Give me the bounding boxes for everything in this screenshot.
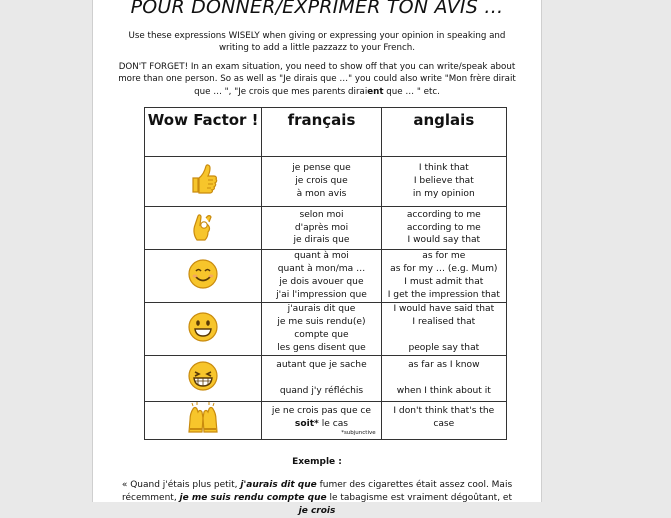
- reminder-paragraph: [113, 61, 521, 98]
- emoji-cell: [145, 356, 262, 402]
- french-expression: à mon avis: [296, 188, 347, 199]
- intro-paragraph: Use these expressions WISELY when giving or expressing your opinion in speaking and writing to add a little pazzazz to your French.: [128, 31, 506, 54]
- english-cell: [381, 303, 506, 356]
- french-cell: [262, 356, 381, 402]
- english-cell: [381, 402, 506, 440]
- raising-hands-icon: [185, 402, 221, 434]
- english-cell: [381, 207, 506, 250]
- french-cell: [262, 402, 381, 440]
- english-translation: in my opinion: [412, 188, 475, 199]
- english-translation: people say that: [408, 342, 480, 353]
- french-expression: je pense que: [292, 163, 351, 174]
- subjunctive-verb: soit*: [294, 418, 319, 429]
- blank-line: [382, 329, 506, 342]
- reminder-text-c: que … " etc.: [383, 86, 440, 97]
- example-label: Exemple :: [292, 457, 342, 467]
- beaming-face-icon: [187, 360, 219, 392]
- french-expression: quant à mon/ma …: [277, 264, 366, 275]
- table-row: [145, 402, 507, 440]
- english-translation: according to me: [406, 209, 481, 220]
- french-cell: [262, 303, 381, 356]
- french-expression-subjunctive: [262, 418, 380, 431]
- french-expression: autant que je sache: [276, 360, 367, 371]
- french-expression: j'aurais dit que: [287, 304, 356, 315]
- english-translation: I think that: [418, 163, 469, 174]
- english-translation: when I think about it: [396, 385, 491, 396]
- english-translation: case: [433, 418, 455, 429]
- french-expression: selon moi: [299, 209, 344, 220]
- english-translation: as far as I know: [408, 360, 480, 371]
- english-cell: [381, 157, 506, 207]
- table-row: [145, 157, 507, 207]
- page-title: POUR DONNER/EXPRIMER TON AVIS …: [130, 0, 504, 18]
- table-row: [145, 250, 507, 303]
- english-translation: I don't think that's the: [393, 406, 495, 416]
- english-translation: I get the impression that: [387, 289, 500, 300]
- french-expression: je me suis rendu(e): [277, 317, 366, 328]
- blank-line: [382, 372, 506, 385]
- french-expression: quand j'y réfléchis: [279, 385, 364, 396]
- french-cell: [262, 207, 381, 250]
- table-header-row: [145, 108, 507, 157]
- thumbs-up-icon: [188, 163, 218, 195]
- french-expression: je crois que: [295, 176, 348, 187]
- english-translation: I would say that: [407, 235, 481, 246]
- emoji-cell: [145, 207, 262, 250]
- example-highlight: je crois: [298, 506, 336, 516]
- ok-hand-icon: [190, 210, 216, 242]
- worksheet-page: [92, 0, 542, 516]
- example-paragraph: [117, 479, 517, 518]
- emoji-cell: [145, 303, 262, 356]
- french-expression: quant à moi: [294, 251, 349, 262]
- opinion-expressions-table: [144, 107, 507, 440]
- header-francais: français: [262, 108, 381, 157]
- french-expression: j'ai l'impression que: [276, 289, 367, 300]
- emoji-cell: [145, 250, 262, 303]
- example-highlight: j'aurais dit que: [240, 480, 317, 490]
- smiling-face-icon: [187, 258, 219, 290]
- header-wow-factor: Wow Factor !: [145, 108, 262, 157]
- french-expression-end: le cas: [318, 418, 349, 429]
- french-expression: compte que: [294, 330, 349, 340]
- french-expression: les gens disent que: [277, 342, 366, 353]
- emoji-cell: [145, 402, 262, 440]
- header-anglais: anglais: [381, 108, 506, 157]
- blank-line: [262, 372, 380, 385]
- subjunctive-footnote: *subjunctive: [341, 430, 376, 437]
- example-text: « Quand j'étais plus petit,: [121, 480, 241, 490]
- english-translation: I realised that: [412, 317, 476, 328]
- english-translation: as for my … (e.g. Mum): [390, 264, 498, 275]
- french-expression: d'après moi: [294, 222, 349, 233]
- english-cell: [381, 250, 506, 303]
- french-expression: je dois avouer que: [279, 277, 364, 287]
- table-row: [145, 207, 507, 250]
- english-translation: I believe that: [413, 176, 474, 187]
- english-translation: according to me: [406, 222, 481, 233]
- english-translation: I would have said that: [393, 304, 495, 315]
- french-cell: [262, 250, 381, 303]
- english-cell: [381, 356, 506, 402]
- english-translation: I must admit that: [404, 277, 484, 287]
- table-row: [145, 303, 507, 356]
- emoji-cell: [145, 157, 262, 207]
- reminder-text-bold: ent: [367, 86, 384, 97]
- grinning-face-icon: [187, 311, 219, 343]
- reminder-text-a: DON'T FORGET! In an exam situation, you need to show off that you can write/speak about more than one person. So as well as "Je dirais que …" you could also write "Mon frère dirait que … ", "Je crois que mes parents dirai: [118, 62, 516, 97]
- example-highlight: je me suis rendu compte que: [179, 493, 327, 503]
- example-text: le tabagisme est vraiment dégoûtant, et: [326, 493, 512, 503]
- french-expression: je ne crois pas que ce: [271, 405, 372, 416]
- example-text: fumer des cigarettes était assez cool. Mais récemment,: [121, 480, 513, 503]
- french-cell: [262, 157, 381, 207]
- table-row: [145, 356, 507, 402]
- french-expression: je dirais que: [293, 235, 350, 246]
- english-translation: as for me: [422, 251, 466, 262]
